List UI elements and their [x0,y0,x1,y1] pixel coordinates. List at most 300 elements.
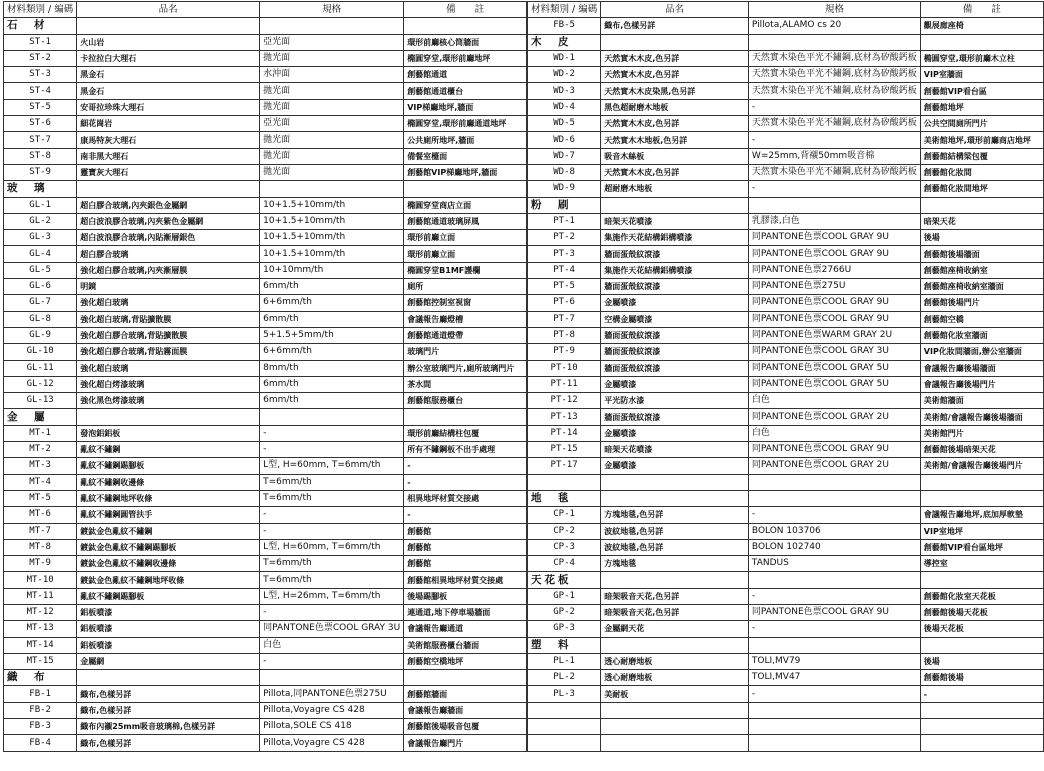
table-row [527,523,1043,539]
material-name: 暗架吸音天花,色另詳 [601,588,749,604]
header-row [4,2,527,18]
material-spec: 天然實木染色平光不鏽鋼,底材為矽酸鈣板 [748,50,920,66]
material-note: - [404,474,527,490]
table-row [4,376,527,392]
material-name: 超白波浪膠合玻璃,內夾紫色金屬網 [77,213,260,229]
table-row [527,327,1043,343]
material-spec: 天然實木染色平光不鏽鋼,底材為矽酸鈣板 [748,164,920,180]
material-note: 環形前廳立面 [404,246,527,262]
material-spec: 拋光面 [260,132,404,148]
table-body-left [4,18,527,751]
material-code: CP-1 [527,507,600,523]
material-code: CP-3 [527,539,600,555]
material-code: GL-1 [4,197,77,213]
material-name: 透心耐磨地板 [601,670,749,686]
material-code: MT-12 [4,604,77,620]
material-spec: 6+6mm/th [260,295,404,311]
table-row [4,653,527,669]
material-note: 創藝館VIP梯廳地坪,牆面 [404,164,527,180]
material-note: 創藝館後場 [920,670,1043,686]
empty-cell [601,197,749,213]
material-name: 天然實木木皮,色另詳 [601,67,749,83]
material-code: FB-3 [4,719,77,735]
empty-cell [748,637,920,653]
material-spec: 6+6mm/th [260,344,404,360]
table-row [527,409,1043,425]
material-spec: 同PANTONE色票COOL GRAY 9U [748,230,920,246]
material-name: 織布,色樣另詳 [77,702,260,718]
material-code: MT-2 [4,442,77,458]
material-code: PT-1 [527,213,600,229]
material-spec: - [748,132,920,148]
category-label: 天花板 [527,572,600,588]
material-code: MT-8 [4,539,77,555]
category-row [527,637,1043,653]
material-spec: 10+10mm/th [260,262,404,278]
material-code: GP-3 [527,621,600,637]
material-name: 方塊地毯 [601,556,749,572]
material-note: - [920,686,1043,702]
header-row [527,2,1043,18]
material-note: 創藝館後場門片 [920,295,1043,311]
material-spec: TOLI,MV47 [748,670,920,686]
table-row [527,588,1043,604]
material-note: 辦公室玻璃門片,廁所玻璃門片 [404,360,527,376]
material-name: 波紋地毯,色另詳 [601,523,749,539]
material-name: 金屬噴漆 [601,425,749,441]
material-spec: T=6mm/th [260,474,404,490]
table-row [527,18,1043,34]
material-spec [748,702,920,718]
material-name: 強化超白膠合玻璃,內夾漸層膜 [77,262,260,278]
table-row [527,393,1043,409]
material-name: 亂紋不鏽鋼 [77,442,260,458]
material-code: ST-3 [4,67,77,83]
material-code: GL-5 [4,262,77,278]
material-name: 暗架天花噴漆 [601,213,749,229]
material-name: 鍍鈦金色亂紋不鏽鋼踢腳板 [77,539,260,555]
material-spec: Pillota,Voyagre CS 428 [260,735,404,751]
material-code: MT-13 [4,621,77,637]
material-name: 織布,色樣另詳 [77,686,260,702]
material-spec: W=25mm,背襯50mm吸音棉 [748,148,920,164]
empty-cell [748,34,920,50]
material-note: 橢圓穿堂,環形前廳通道地坪 [404,116,527,132]
material-note: 公共空間廁所門片 [920,116,1043,132]
material-note: 創藝館通道 [404,67,527,83]
table-row [527,686,1043,702]
material-spec: 拋光面 [260,148,404,164]
empty-cell [404,18,527,34]
header-name: 品名 [77,2,260,18]
empty-cell [404,409,527,425]
header-name: 品名 [601,2,749,18]
material-spec: 乳膠漆,白色 [748,213,920,229]
material-note: 會議報告廳牆面 [404,702,527,718]
material-spec: TANDUS [748,556,920,572]
material-name: 鋁板噴漆 [77,621,260,637]
material-spec: - [260,604,404,620]
material-note: 後場 [920,653,1043,669]
material-code: PT-7 [527,311,600,327]
material-code: GL-3 [4,230,77,246]
material-note: 創藝館地坪 [920,99,1043,115]
material-code [527,702,600,718]
material-note: 廁所 [404,279,527,295]
material-name: 康馬特灰大理石 [77,132,260,148]
material-note: 會議報告廳門片 [404,735,527,751]
header-spec: 規格 [748,2,920,18]
material-spec [748,735,920,751]
empty-cell [404,181,527,197]
material-code [527,719,600,735]
material-spec: 同PANTONE色票COOL GRAY 9U [748,295,920,311]
material-spec: 10+1.5+10mm/th [260,197,404,213]
table-row [4,246,527,262]
material-note: 相異地坪材質交接處 [404,490,527,506]
material-spec: 6mm/th [260,279,404,295]
material-note: 備餐室檯面 [404,148,527,164]
material-code: WD-8 [527,164,600,180]
material-note: 創藝館化妝室天花板 [920,588,1043,604]
material-note: 創藝館座椅收納室牆面 [920,279,1043,295]
material-name: 織布內襯25mm吸音玻璃棉,色樣另詳 [77,719,260,735]
material-name: 織布,色樣另詳 [601,18,749,34]
material-name: 鍍鈦金色亂紋不鏽鋼收邊條 [77,556,260,572]
material-note: - [404,507,527,523]
material-code: PT-14 [527,425,600,441]
table-row [4,132,527,148]
table-row [527,116,1043,132]
material-code: CP-2 [527,523,600,539]
table-row [527,67,1043,83]
category-row [527,490,1043,506]
material-code: PT-8 [527,327,600,343]
material-name: 強化超白膠合玻璃,背貼霧面膜 [77,344,260,360]
table-row [527,556,1043,572]
material-spec: - [260,653,404,669]
material-note: 環形前廳核心筒牆面 [404,34,527,50]
material-code: PT-4 [527,262,600,278]
material-name: 平光防水漆 [601,393,749,409]
material-spec: BOLON 103706 [748,523,920,539]
material-note: 創藝館 [404,523,527,539]
material-spec: 白色 [748,425,920,441]
material-spec: 同PANTONE色票COOL GRAY 9U [748,604,920,620]
material-spec [748,719,920,735]
material-name: 超白膠合玻璃,內夾銀色金屬網 [77,197,260,213]
material-code: WD-1 [527,50,600,66]
material-note: 環形前廳結構柱包覆 [404,425,527,441]
table-row [527,164,1043,180]
table-row [4,116,527,132]
material-code: ST-6 [4,116,77,132]
material-code: GL-13 [4,393,77,409]
material-spec: 10+1.5+10mm/th [260,246,404,262]
material-spec: L型, H=60mm, T=6mm/th [260,539,404,555]
material-code: PT-11 [527,376,600,392]
material-name: 發泡鋁鋁板 [77,425,260,441]
empty-cell [920,637,1043,653]
material-spec: 白色 [260,637,404,653]
material-spec: L型, H=60mm, T=6mm/th [260,458,404,474]
material-spec: - [748,621,920,637]
material-code: PT-17 [527,458,600,474]
material-code: MT-9 [4,556,77,572]
material-name: 金屬網 [77,653,260,669]
table-row [4,474,527,490]
material-name: 空構金屬噴漆 [601,311,749,327]
material-name: 南非黑大理石 [77,148,260,164]
material-note: 美術館/會議報告廳後場門片 [920,458,1043,474]
material-note: 創藝館空橋 [920,311,1043,327]
material-code: ST-8 [4,148,77,164]
material-name: 強化超白膠合玻璃,背貼擴散膜 [77,327,260,343]
material-spec: 同PANTONE色票COOL GRAY 2U [748,458,920,474]
empty-cell [748,572,920,588]
table-row [4,50,527,66]
material-code: GL-11 [4,360,77,376]
material-note: 創藝館控制室視窗 [404,295,527,311]
material-name: 細花崗岩 [77,116,260,132]
category-row [4,181,527,197]
material-name: 牆面蛋殼紋滾漆 [601,409,749,425]
material-code: FB-2 [4,702,77,718]
table-row [527,83,1043,99]
material-spec: 同PANTONE色票COOL GRAY 9U [748,311,920,327]
material-name: 吸音木絲板 [601,148,749,164]
material-code: FB-5 [527,18,600,34]
material-spec: 同PANTONE色票COOL GRAY 5U [748,376,920,392]
table-row [527,246,1043,262]
material-note: VIP梯廳地坪,牆面 [404,99,527,115]
table-row [527,621,1043,637]
material-note: 公共廁所地坪,牆面 [404,132,527,148]
material-spec: Pillota,同PANTONE色票275U [260,686,404,702]
empty-cell [920,34,1043,50]
material-note: 美術館門片 [920,425,1043,441]
material-note: 創藝館空橋地坪 [404,653,527,669]
material-name: 牆面蛋殼紋滾漆 [601,279,749,295]
material-spec: 拋光面 [260,99,404,115]
table-row [527,279,1043,295]
empty-cell [601,572,749,588]
empty-cell [920,572,1043,588]
material-note: 橢圓穿堂B1MF護欄 [404,262,527,278]
material-code [527,474,600,490]
table-row [4,197,527,213]
material-spec: 拋光面 [260,83,404,99]
table-row [4,83,527,99]
material-note: 橢圓穿堂商店立面 [404,197,527,213]
material-note: 創藝館結構梁包覆 [920,148,1043,164]
material-name: 金屬網天花 [601,621,749,637]
material-code: MT-3 [4,458,77,474]
table-row [527,148,1043,164]
material-note: 創藝館牆面 [404,686,527,702]
material-note: 美術館牆面 [920,393,1043,409]
material-code [527,735,600,751]
category-label: 金 屬 [4,409,77,425]
material-name: 牆面蛋殼紋滾漆 [601,360,749,376]
material-name: 亂紋不鏽鋼收邊條 [77,474,260,490]
material-code: GL-4 [4,246,77,262]
material-code: MT-15 [4,653,77,669]
material-code: WD-4 [527,99,600,115]
table-row [4,311,527,327]
table-row [527,376,1043,392]
material-note [920,735,1043,751]
table-row [527,99,1043,115]
material-code: WD-3 [527,83,600,99]
material-code: MT-1 [4,425,77,441]
material-name: 天然實木木皮染黑,色另詳 [601,83,749,99]
material-spec: 天然實木染色平光不鏽鋼,底材為矽酸鈣板 [748,83,920,99]
material-note: - [404,458,527,474]
material-spec: - [748,181,920,197]
material-note: 環形前廳立面 [404,230,527,246]
table-row [527,262,1043,278]
material-spec: 天然實木染色平光不鏽鋼,底材為矽酸鈣板 [748,67,920,83]
material-spec: BOLON 102740 [748,539,920,555]
material-name: 美耐板 [601,686,749,702]
material-code: MT-7 [4,523,77,539]
material-spec: 同PANTONE色票WARM GRAY 2U [748,327,920,343]
material-name: 方塊地毯,色另詳 [601,507,749,523]
material-code: GP-2 [527,604,600,620]
material-note: 創藝館後場牆面 [920,246,1043,262]
material-note: 創藝館後場天花板 [920,604,1043,620]
material-name: 牆面蛋殼紋滾漆 [601,327,749,343]
material-schedule-sheet [3,1,1044,752]
material-name [601,702,749,718]
material-name: 天然實木木地板,色另詳 [601,132,749,148]
table-row [4,604,527,620]
table-row [527,360,1043,376]
material-name: 暗架天花噴漆 [601,442,749,458]
material-note: 創藝館通道玻璃屏風 [404,213,527,229]
table-row [4,735,527,751]
material-note: 創藝館 [404,556,527,572]
table-row [527,295,1043,311]
material-spec: 5+1.5+5mm/th [260,327,404,343]
material-name: 強化超白玻璃,背貼擴散膜 [77,311,260,327]
material-note: 連通道,地下停車場牆面 [404,604,527,620]
material-note [920,474,1043,490]
material-note: 創藝館通道櫃台 [404,83,527,99]
material-spec: 同PANTONE色票COOL GRAY 9U [748,442,920,458]
table-row [4,164,527,180]
table-row [527,539,1043,555]
material-note: 橢圓穿堂,環形前廳木立柱 [920,50,1043,66]
material-code: WD-7 [527,148,600,164]
material-spec: - [260,442,404,458]
table-row [527,442,1043,458]
table-row [4,148,527,164]
material-name: 強化超白烤漆玻璃 [77,376,260,392]
empty-cell [601,490,749,506]
material-note: VIP室地坪 [920,523,1043,539]
table-row [4,702,527,718]
table-row [4,99,527,115]
material-note: 創藝館服務櫃台 [404,393,527,409]
material-note: 創藝館化妝間地坪 [920,181,1043,197]
material-spec: Pillota,ALAMO cs 20 [748,18,920,34]
material-code: WD-9 [527,181,600,197]
material-name: 透心耐磨地板 [601,653,749,669]
material-spec: T=6mm/th [260,556,404,572]
material-code: PL-1 [527,653,600,669]
material-spec: 同PANTONE色票COOL GRAY 9U [748,246,920,262]
material-note [920,702,1043,718]
table-row [4,213,527,229]
material-spec: - [748,99,920,115]
material-name: 牆面蛋殼紋滾漆 [601,246,749,262]
empty-cell [404,670,527,686]
material-spec: 8mm/th [260,360,404,376]
material-note: VIP室牆面 [920,67,1043,83]
empty-cell [748,197,920,213]
material-name: 亂紋不鏽鋼踢腳板 [77,588,260,604]
material-name: 暗架吸音天花,色另詳 [601,604,749,620]
material-note: 茶水間 [404,376,527,392]
header-note: 備 註 [404,2,527,18]
material-spec: 同PANTONE色票COOL GRAY 2U [748,409,920,425]
table-row [527,458,1043,474]
table-row [527,474,1043,490]
material-spec: Pillota,SOLE CS 418 [260,719,404,735]
table-row [527,702,1043,718]
table-row [4,588,527,604]
material-note: 後場天花板 [920,621,1043,637]
material-spec: - [748,507,920,523]
material-spec: 同PANTONE色票COOL GRAY 3U [748,344,920,360]
material-spec: 10+1.5+10mm/th [260,213,404,229]
material-code: MT-4 [4,474,77,490]
material-name: 強化黑色烤漆玻璃 [77,393,260,409]
material-code: GL-6 [4,279,77,295]
material-spec: 水沖面 [260,67,404,83]
table-row [4,262,527,278]
header-code: 材料類別 / 編碼 [527,2,600,18]
material-code: FB-4 [4,735,77,751]
material-spec: T=6mm/th [260,490,404,506]
table-row [4,442,527,458]
material-code: WD-2 [527,67,600,83]
material-code: GL-12 [4,376,77,392]
empty-cell [260,18,404,34]
table-row [527,425,1043,441]
material-code: ST-2 [4,50,77,66]
material-code: ST-1 [4,34,77,50]
table-row [4,507,527,523]
material-spec: 拋光面 [260,50,404,66]
material-spec: 同PANTONE色票2766U [748,262,920,278]
material-code: ST-5 [4,99,77,115]
material-code: PT-13 [527,409,600,425]
material-note: 創藝館座椅收納室 [920,262,1043,278]
material-name: 明鏡 [77,279,260,295]
table-row [4,295,527,311]
material-name: 超白膠合玻璃 [77,246,260,262]
material-code: PT-3 [527,246,600,262]
material-table-right [527,1,1044,752]
material-spec: T=6mm/th [260,572,404,588]
category-row [527,34,1043,50]
material-note: 創藝館相異地坪材質交接處 [404,572,527,588]
material-note: 會議報告廳後場牆面 [920,360,1043,376]
material-name: 織布,色樣另詳 [77,735,260,751]
